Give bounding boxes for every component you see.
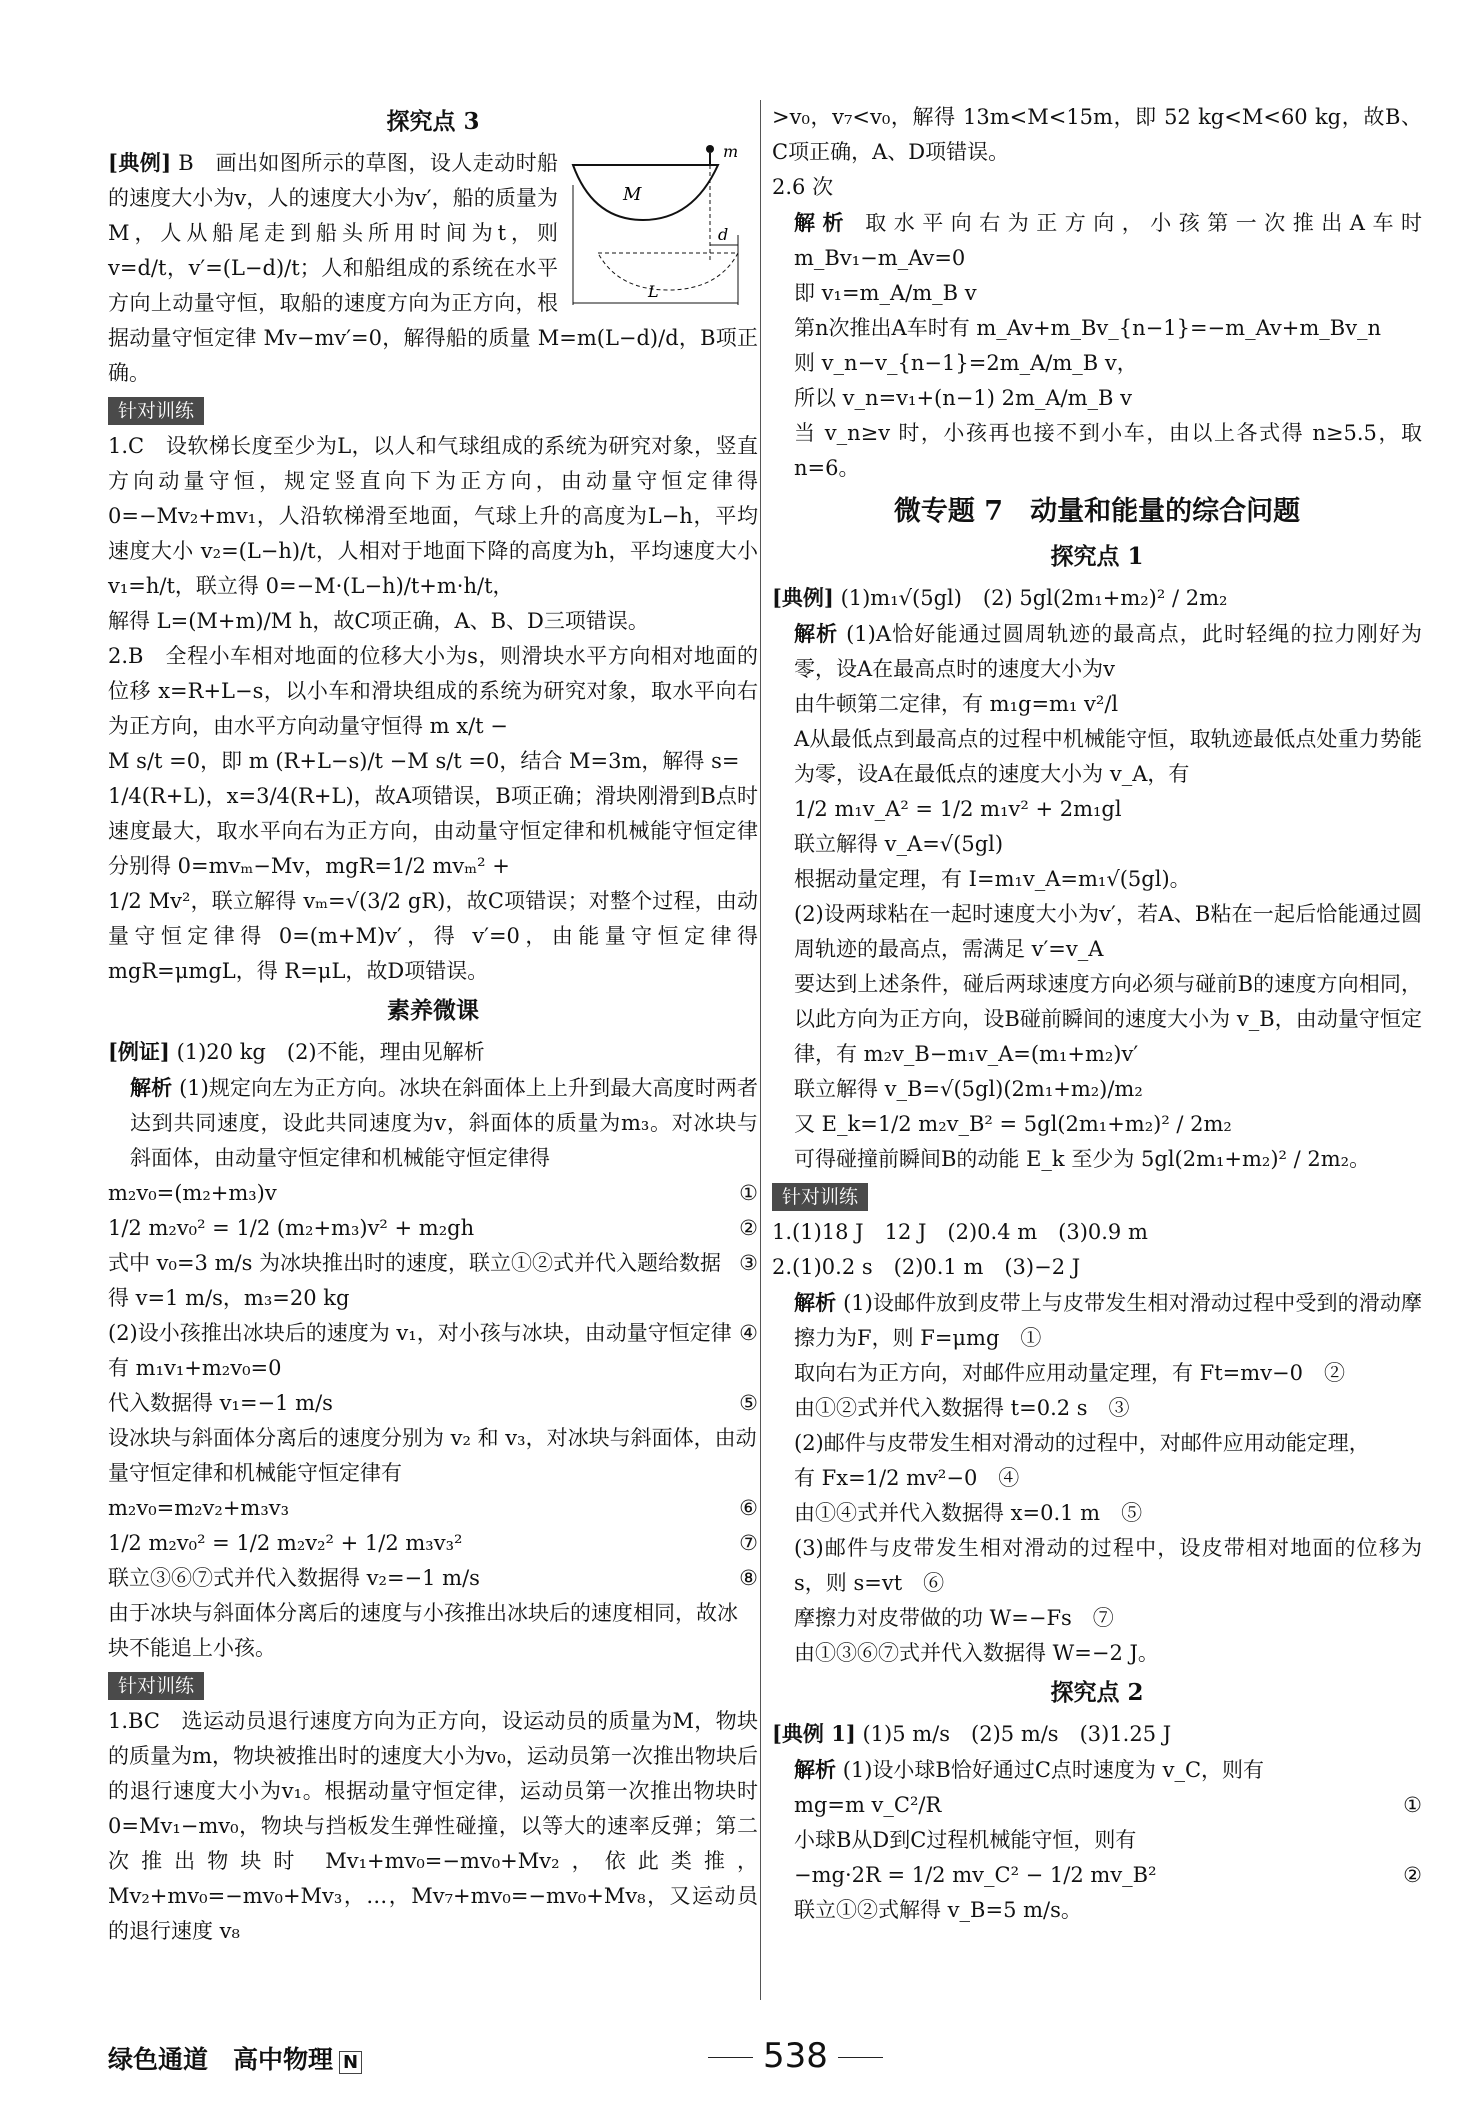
- continued-text: >v₀，v₇<v₀，解得 13m<M<15m，即 52 kg<M<60 kg，故B、C项正确，A、D项错误。: [772, 105, 1422, 164]
- training-item: 1.C 设软梯长度至少为L，以人和气球组成的系统为研究对象，竖直方向动量守恒，规定竖直向下为正方向，由动量守恒定律得 0=−Mv₂+mv₁，人沿软梯滑至地面，气球上升的高度为L−h，平均速度大小 v₂=(L−h)/t，人相对于地面下降的高度为h，平均速度大小 v₁=h/t，联立得 0=−M·(L−h)/t+m·h/t，: [108, 434, 758, 598]
- q2-line: 即 v₁=m_A/m_B v: [794, 281, 977, 305]
- example-analysis: [772, 616, 1422, 687]
- example-row: [772, 580, 1422, 616]
- training-tag: 针对训练: [772, 1183, 868, 1211]
- equation: (2)设小孩推出冰块后的速度为 v₁，对小孩与冰块，由动量守恒定律有 m₁v₁+m₂v₀=0: [108, 1321, 732, 1380]
- equation: 小球B从D到C过程机械能守恒，则有: [794, 1828, 1137, 1852]
- explore-3-heading: 探究点 3: [386, 108, 480, 135]
- training-tag: 针对训练: [108, 397, 204, 425]
- boat-diagram: [568, 145, 758, 315]
- equation: m₂v₀=m₂v₂+m₃v₃: [108, 1496, 290, 1520]
- analysis-line: 由①②式并代入数据得 t=0.2 s ③: [794, 1396, 1130, 1420]
- equation-row: [108, 1176, 758, 1211]
- edition-badge: N: [339, 2051, 362, 2074]
- equation-number: ③: [739, 1251, 758, 1275]
- example-label: [典例]: [772, 585, 834, 610]
- training-item: M s/t =0，即 m (R+L−s)/t −M s/t =0，结合 M=3m，解得 s=: [108, 749, 740, 773]
- equation-row: [108, 1386, 758, 1421]
- q2-line: 则 v_n−v_{n−1}=2m_A/m_B v，: [794, 351, 1138, 375]
- lizheng-row: [108, 1034, 758, 1070]
- equation-row: [108, 1561, 758, 1596]
- equation-number: ②: [739, 1216, 758, 1240]
- equation-number: ①: [1403, 1793, 1422, 1817]
- example-1-label: [典例 1]: [772, 1721, 856, 1746]
- analysis-line: 由①③⑥⑦式并代入数据得 W=−2 J。: [794, 1641, 1159, 1665]
- lizheng-label: [例证]: [108, 1039, 170, 1064]
- lizheng-analysis: [108, 1070, 758, 1176]
- suyang-heading: 素养微课: [387, 997, 479, 1024]
- analysis-line: (2)设两球粘在一起时速度大小为v′，若A、B粘在一起后恰能通过圆周轨迹的最高点，需满足 v′=v_A: [794, 902, 1422, 961]
- analysis-label: 解析: [794, 621, 839, 646]
- analysis-line: (2)邮件与皮带发生相对滑动的过程中，对邮件应用动能定理，: [794, 1431, 1370, 1455]
- analysis-line: 又 E_k=1/2 m₂v_B² = 5gl(2m₁+m₂)² / 2m₂: [794, 1112, 1232, 1136]
- equation-number: ⑧: [739, 1566, 758, 1590]
- equation-row: [108, 1316, 758, 1386]
- equation-row: [772, 1858, 1422, 1893]
- analysis-text: (1)A恰好能通过圆周轨迹的最高点，此时轻绳的拉力刚好为零，设A在最高点时的速度大小为v: [794, 622, 1423, 681]
- analysis-line: 由①④式并代入数据得 x=0.1 m ⑤: [794, 1501, 1143, 1525]
- dash-right: [838, 2057, 883, 2058]
- training-answer: 2.(1)0.2 s (2)0.1 m (3)−2 J: [772, 1255, 1081, 1279]
- equation-row: [108, 1211, 758, 1246]
- equation: mg=m v_C²/R: [794, 1793, 942, 1817]
- page-number: [698, 2036, 893, 2076]
- right-column: [772, 100, 1422, 1928]
- equation: 代入数据得 v₁=−1 m/s: [108, 1391, 333, 1415]
- equation-number: ①: [739, 1181, 758, 1205]
- analysis-line: 要达到上述条件，碰后两球速度方向必须与碰前B的速度方向相同，以此方向为正方向，设B碰前瞬间的速度大小为 v_B，由动量守恒定律，有 m₂v_B−m₁v_A=(m₁+m₂)v′: [794, 972, 1422, 1066]
- training-item: 解得 L=(M+m)/M h，故C项正确，A、B、D三项错误。: [108, 609, 649, 633]
- analysis-label: 解析: [794, 1757, 836, 1782]
- equation: −mg·2R = 1/2 mv_C² − 1/2 mv_B²: [794, 1863, 1157, 1887]
- equation: 设冰块与斜面体分离后的速度分别为 v₂ 和 v₃，对冰块与斜面体，由动量守恒定律和机械能守恒定律有: [108, 1426, 757, 1485]
- equation-row: [108, 1596, 758, 1666]
- boat-label-M: M: [623, 184, 642, 205]
- equation: m₂v₀=(m₂+m₃)v: [108, 1181, 277, 1205]
- q2-analysis-line: [772, 205, 1422, 276]
- analysis-text: (1)设邮件放到皮带上与皮带发生相对滑动过程中受到的滑动摩擦力为F，则 F=μmg ①: [794, 1291, 1423, 1350]
- page-number-text: 538: [763, 2036, 828, 2076]
- analysis-label: 解析: [794, 210, 852, 235]
- example-1-answer: (1)5 m/s (2)5 m/s (3)1.25 J: [862, 1722, 1172, 1746]
- q2-line: 当 v_n≥v 时，小孩再也接不到小车，由以上各式得 n≥5.5，取 n=6。: [794, 421, 1422, 480]
- analysis-line: A从最低点到最高点的过程中机械能守恒，取轨迹最低点处重力势能为零，设A在最低点的速度大小为 v_A，有: [794, 727, 1422, 786]
- equation-number: ②: [1403, 1863, 1422, 1887]
- example-text: B 画出如图所示的草图，设人走动时船的速度大小为v，人的速度大小为v′，船的质量为M，人从船尾走到船头所用时间为t，则 v=d/t，v′=(L−d)/t；人和船组成的系统在水平方向上动量守恒，取船的速度方向为正方向，根据动量守恒定律 Mv−mv′=0，解得船的质量 M=m(L−d)/d，B项正确。: [108, 151, 758, 385]
- analysis-text: (1)规定向左为正方向。冰块在斜面体上上升到最大高度时两者达到共同速度，设此共同速度为v，斜面体的质量为m₃。对冰块与斜面体，由动量守恒定律和机械能守恒定律得: [130, 1076, 759, 1170]
- training-answer: 1.(1)18 J 12 J (2)0.4 m (3)0.9 m: [772, 1220, 1148, 1244]
- person-label-m: m: [723, 145, 739, 161]
- equation-row: [772, 1893, 1422, 1928]
- equation: 1/2 m₂v₀² = 1/2 m₂v₂² + 1/2 m₃v₃²: [108, 1531, 463, 1555]
- equation: 式中 v₀=3 m/s 为冰块推出时的速度，联立①②式并代入题给数据得 v=1 m/s，m₃=20 kg: [108, 1251, 722, 1310]
- left-column: [108, 100, 758, 1949]
- equation-row: [772, 1788, 1422, 1823]
- equation-row: [772, 1752, 1422, 1788]
- analysis-line: 联立解得 v_B=√(5gl)(2m₁+m₂)/m₂: [794, 1077, 1143, 1101]
- q2-line: 所以 v_n=v₁+(n−1) 2m_A/m_B v: [794, 386, 1132, 410]
- equation-row: [108, 1526, 758, 1561]
- equation-number: ⑥: [739, 1496, 758, 1520]
- footer-brand: [108, 2040, 362, 2076]
- example-label: [典例]: [108, 150, 172, 175]
- analysis-text: (1)设小球B恰好通过C点时速度为 v_C，则有: [842, 1758, 1265, 1782]
- equation-row: [108, 1421, 758, 1491]
- training-item: 1/4(R+L)，x=3/4(R+L)，故A项错误，B项正确；滑块刚滑到B点时速度最大，取水平向右为正方向，由动量守恒定律和机械能守恒定律分别得 0=mvₘ−Mv，mgR=1/2 mvₘ² +: [108, 784, 758, 878]
- equation-row: [772, 1823, 1422, 1858]
- training-analysis: [772, 1285, 1422, 1356]
- equation: [794, 1752, 1264, 1788]
- example-1-row: [772, 1716, 1422, 1752]
- dash-left: [708, 2057, 753, 2058]
- equation-row: [108, 1491, 758, 1526]
- analysis-line: 联立解得 v_A=√(5gl): [794, 832, 1004, 856]
- analysis-line: 由牛顿第二定律，有 m₁g=m₁ v²/l: [794, 692, 1119, 716]
- micro-topic-heading: 微专题 7 动量和能量的综合问题: [893, 496, 1301, 527]
- boat-diagram-svg: [568, 145, 758, 315]
- analysis-line: 1/2 m₁v_A² = 1/2 m₁v² + 2m₁gl: [794, 797, 1122, 821]
- equation: 由于冰块与斜面体分离后的速度与小孩推出冰块后的速度相同，故冰块不能追上小孩。: [108, 1601, 738, 1660]
- example-answer: (1)m₁√(5gl) (2) 5gl(2m₁+m₂)² / 2m₂: [840, 586, 1228, 610]
- training-item: 1.BC 选运动员退行速度方向为正方向，设运动员的质量为M，物块的质量为m，物块被推出时的速度大小为v₀，运动员第一次推出物块后的退行速度大小为v₁。根据动量守恒定律，运动员第一次推出物块时 0=Mv₁−mv₀，物块与挡板发生弹性碰撞，以等大的速率反弹；第二次推出物块时 Mv₁+mv₀=−mv₀+Mv₂，依此类推，Mv₂+mv₀=−mv₀+Mv₃，…，Mv₇+mv₀=−mv₀+Mv₈，又运动员的退行速度 v₈: [108, 1709, 758, 1943]
- brand-text: 绿色通道 高中物理: [108, 2045, 334, 2074]
- analysis-label: 解析: [130, 1075, 173, 1100]
- equation-number: ⑦: [739, 1531, 758, 1555]
- analysis-line: 根据动量定理，有 I=m₁v_A=m₁√(5gl)。: [794, 867, 1191, 891]
- lizheng-answer: (1)20 kg (2)不能，理由见解析: [176, 1040, 485, 1064]
- q2-line: 第n次推出A车时有 m_Av+m_Bv_{n−1}=−m_Av+m_Bv_n: [794, 316, 1382, 340]
- explore-2-heading: 探究点 2: [1050, 1679, 1144, 1706]
- equation-number: ④: [739, 1321, 758, 1345]
- equation-row: [108, 1246, 758, 1316]
- analysis-line: 有 Fx=1/2 mv²−0 ④: [794, 1466, 1020, 1490]
- equation: 联立③⑥⑦式并代入数据得 v₂=−1 m/s: [108, 1566, 480, 1590]
- equation: 1/2 m₂v₀² = 1/2 (m₂+m₃)v² + m₂gh: [108, 1216, 475, 1240]
- training-item: 1/2 Mv²，联立解得 vₘ=√(3/2 gR)，故C项错误；对整个过程，由动量守恒定律得 0=(m+M)v′，得 v′=0，由能量守恒定律得 mgR=μmgL，得 R=μL，故D项错误。: [108, 889, 758, 983]
- length-label-L: L: [648, 282, 659, 301]
- equation-number: ⑤: [739, 1391, 758, 1415]
- analysis-line: 可得碰撞前瞬间B的动能 E_k 至少为 5gl(2m₁+m₂)² / 2m₂。: [794, 1147, 1371, 1171]
- analysis-label: 解析: [794, 1290, 837, 1315]
- equation: 联立①②式解得 v_B=5 m/s。: [794, 1898, 1082, 1922]
- analysis-line: 摩擦力对皮带做的功 W=−Fs ⑦: [794, 1606, 1114, 1630]
- explore-1-heading: 探究点 1: [1050, 543, 1144, 570]
- analysis-line: (3)邮件与皮带发生相对滑动的过程中，设皮带相对地面的位移为s，则 s=vt ⑥: [794, 1536, 1422, 1595]
- column-divider: [760, 100, 761, 2000]
- analysis-line: 取向右为正方向，对邮件应用动量定理，有 Ft=mv−0 ②: [794, 1361, 1346, 1385]
- training-tag-2: 针对训练: [108, 1672, 204, 1700]
- training-item: 2.B 全程小车相对地面的位移大小为s，则滑块水平方向相对地面的位移 x=R+L−s，以小车和滑块组成的系统为研究对象，取水平向右为正方向，由水平方向动量守恒得 m x/t −: [108, 644, 758, 738]
- footer: [108, 2036, 1408, 2080]
- question-2-head: 2.6 次: [772, 175, 834, 199]
- analysis-text: 取水平向右为正方向，小孩第一次推出A车时 m_Bv₁−m_Av=0: [794, 211, 1422, 270]
- distance-label-d: d: [718, 225, 729, 244]
